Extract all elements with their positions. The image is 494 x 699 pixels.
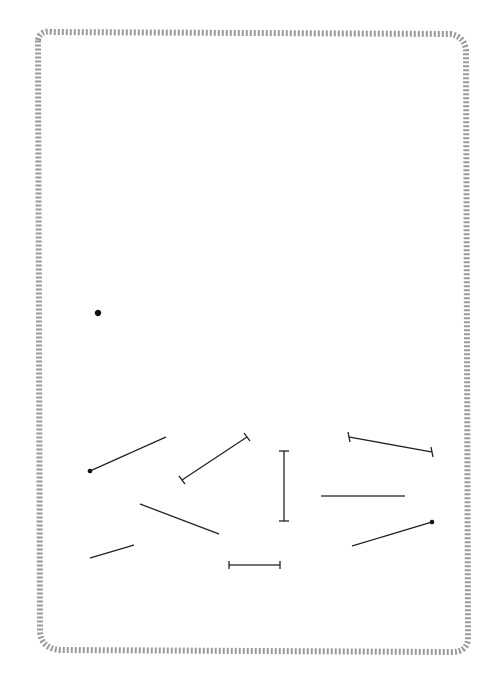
- footer-url[interactable]: [0, 682, 494, 699]
- ray-2[interactable]: [352, 522, 432, 546]
- line-3[interactable]: [90, 545, 134, 558]
- grid-start-dot: [95, 310, 101, 316]
- segment-3[interactable]: [349, 437, 432, 452]
- ray-2-endpoint: [430, 520, 435, 525]
- lines-figure: [88, 432, 435, 569]
- ray-1[interactable]: [90, 437, 166, 471]
- ray-1-endpoint: [88, 469, 93, 474]
- segment-1-tick-b: [244, 433, 250, 441]
- segment-1[interactable]: [182, 437, 247, 480]
- segment-1-tick-a: [179, 476, 185, 484]
- line-2[interactable]: [140, 504, 219, 534]
